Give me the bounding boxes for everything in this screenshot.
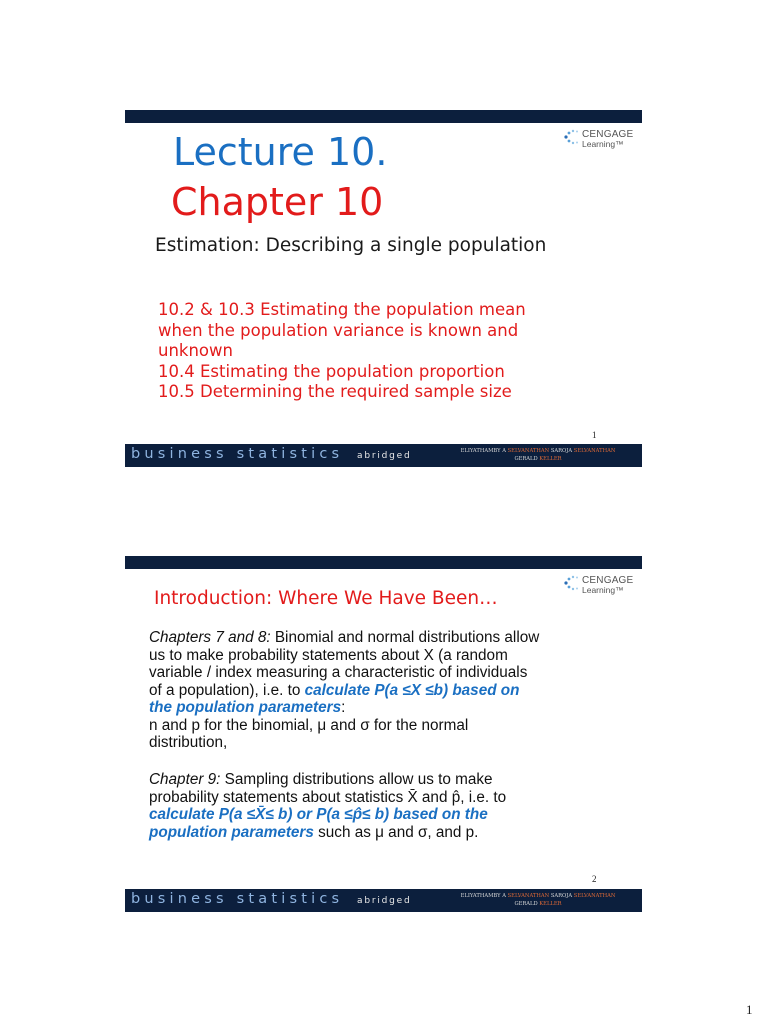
emphasis-text: calculate P(a ≤X ≤b) based on [304, 681, 520, 699]
author-surname: SELVANATHAN [573, 893, 616, 899]
logo-text-line2: Learning™ [582, 585, 624, 595]
author-name: GERALD [514, 456, 540, 462]
author-name: ELIYATHAMBY A [460, 448, 508, 454]
paragraph-lead: Chapters 7 and 8: [149, 629, 271, 646]
paragraph-text: n and p for the binomial, μ and σ for the normal [149, 716, 469, 734]
slide-2 [125, 556, 642, 912]
author-surname: SELVANATHAN [573, 448, 616, 454]
lecture-title: Lecture 10. [173, 130, 388, 174]
author-name: ELIYATHAMBY A [460, 893, 508, 899]
chapter-title: Chapter 10 [171, 180, 384, 224]
footer-edition: abridged [357, 451, 412, 461]
paragraph-text: Binomial and normal distributions allow [270, 629, 540, 646]
footer-authors [443, 892, 633, 908]
paragraph-text: us to make probability statements about X (a random [149, 646, 508, 664]
logo-text-line2: Learning™ [582, 139, 624, 149]
paragraph-chapter-9 [149, 771, 629, 841]
logo-text-line1: CENGAGE [582, 129, 634, 140]
slide-page-number: 1 [592, 430, 597, 440]
paragraph-text: distribution, [149, 734, 228, 751]
paragraph-text: probability statements about statistics X̄ and p̂, i.e. to [149, 788, 507, 806]
section-line: when the population variance is known and [158, 320, 519, 340]
author-surname: SELVANATHAN [507, 448, 550, 454]
paragraph-text: Sampling distributions allow us to make [220, 771, 493, 788]
section-line: 10.4 Estimating the population proportion [158, 361, 505, 381]
slide-footer-bar [125, 889, 642, 912]
slide-1 [125, 110, 642, 467]
sheet-page-number: 1 [746, 1002, 753, 1017]
author-name: SAROJA [549, 448, 574, 454]
paragraph-text: : [341, 699, 346, 716]
paragraph-lead: Chapter 9: [149, 771, 221, 788]
paragraph-text: such as μ and σ, and p. [313, 823, 479, 841]
paragraph-text: of a population), i.e. to [149, 681, 305, 699]
section-line: 10.5 Determining the required sample size [158, 382, 512, 401]
footer-brand: business statistics [131, 891, 344, 907]
emphasis-text: the population parameters [149, 699, 342, 716]
section-list [158, 300, 628, 403]
logo-text-line1: CENGAGE [582, 575, 634, 586]
paragraph-chapters-7-8 [149, 629, 629, 752]
emphasis-text: calculate P(a ≤X̄≤ b) or P(a ≤p̂≤ b) based on the [149, 806, 488, 823]
author-surname: SELVANATHAN [507, 893, 550, 899]
author-name: SAROJA [549, 893, 574, 899]
footer-edition: abridged [357, 896, 412, 906]
cengage-logo [562, 128, 642, 150]
paragraph-text: variable / index measuring a characteristic of individuals [149, 664, 528, 681]
author-name: GERALD [514, 901, 540, 907]
section-line: unknown [158, 341, 233, 360]
slide-footer-bar [125, 444, 642, 467]
slide-subtitle: Estimation: Describing a single population [155, 235, 547, 256]
cengage-logo-icon [562, 574, 580, 592]
slide-top-bar [125, 556, 642, 569]
author-surname: KELLER [539, 456, 562, 462]
cengage-logo-icon [562, 128, 580, 146]
emphasis-text: population parameters [149, 823, 314, 841]
slide-page-number: 2 [592, 874, 597, 884]
slide-top-bar [125, 110, 642, 123]
footer-authors [443, 447, 633, 463]
cengage-logo [562, 574, 642, 596]
author-surname: KELLER [539, 901, 562, 907]
slide-heading: Introduction: Where We Have Been… [154, 588, 498, 609]
footer-brand: business statistics [131, 446, 344, 462]
section-line: 10.2 & 10.3 Estimating the population mean [158, 300, 526, 319]
